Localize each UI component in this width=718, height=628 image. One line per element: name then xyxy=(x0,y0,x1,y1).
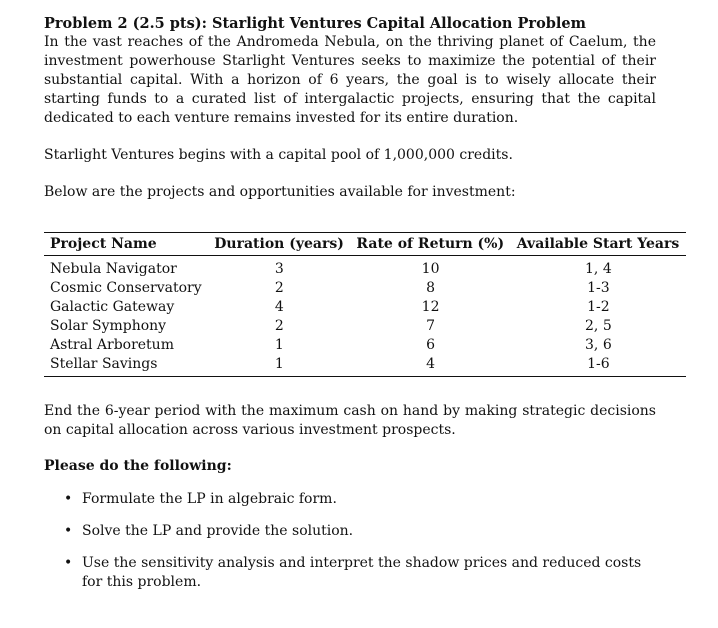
projects-intro: Below are the projects and opportunities available for investment: xyxy=(44,184,516,200)
capital-paragraph: Starlight Ventures begins with a capital pool of 1,000,000 credits. xyxy=(44,147,513,163)
project-name-cell: Stellar Savings xyxy=(44,355,208,377)
problem-title: Problem 2 (2.5 pts): Starlight Ventures Capital Allocation Problem xyxy=(44,15,586,32)
start-years-cell: 1, 4 xyxy=(585,261,612,277)
bullet-icon: • xyxy=(64,491,73,507)
table-header-row xyxy=(44,233,686,256)
start-years-cell: 2, 5 xyxy=(585,318,612,334)
projects-table xyxy=(44,232,686,377)
duration-cell: 1 xyxy=(208,355,350,377)
project-name-cell: Cosmic Conservatory xyxy=(50,280,202,296)
header-rate-of-return: Rate of Return (%) xyxy=(350,233,510,256)
project-name-cell: Solar Symphony xyxy=(50,318,167,334)
task-text: Use the sensitivity analysis and interpret the shadow prices and reduced costs for this problem. xyxy=(82,555,642,590)
start-years-cell: 1-6 xyxy=(511,355,686,377)
table-row xyxy=(44,279,686,298)
table-row xyxy=(44,298,686,317)
table-row xyxy=(44,336,686,355)
start-years-cell: 1-2 xyxy=(587,299,610,315)
instructions-section xyxy=(44,402,656,605)
start-years-cell: 1-3 xyxy=(587,280,610,296)
table-row xyxy=(44,317,686,336)
bullet-icon: • xyxy=(64,523,73,539)
table-row xyxy=(44,256,686,280)
return-cell: 8 xyxy=(426,280,436,296)
intro-paragraph: In the vast reaches of the Andromeda Nebula, on the thriving planet of Caelum, the investment powerhouse Starlight Ventures seeks to maximize the potential of their substantial capital. With a horizon of 6 years, the goal is to wisely allocate their starting funds to a curated list of intergalactic projects, ensuring that the capital dedicated to each venture remains invested for its entire duration. xyxy=(44,34,656,126)
duration-cell: 4 xyxy=(274,299,284,315)
return-cell: 4 xyxy=(350,355,510,377)
task-text: Formulate the LP in algebraic form. xyxy=(82,491,337,507)
duration-cell: 2 xyxy=(274,318,284,334)
duration-cell: 3 xyxy=(274,261,284,277)
return-cell: 7 xyxy=(426,318,436,334)
task-text: Solve the LP and provide the solution. xyxy=(82,523,354,539)
project-name-cell: Astral Arboretum xyxy=(50,337,174,353)
tasks-list xyxy=(44,490,656,592)
start-years-cell: 3, 6 xyxy=(585,337,612,353)
header-start-years: Available Start Years xyxy=(511,233,686,256)
projects-table-wrapper xyxy=(44,232,686,377)
problem-statement xyxy=(44,14,656,202)
list-item xyxy=(44,554,656,592)
list-item xyxy=(44,490,656,509)
project-name-cell: Nebula Navigator xyxy=(50,261,177,277)
project-name-cell: Galactic Gateway xyxy=(50,299,175,315)
closing-paragraph: End the 6-year period with the maximum cash on hand by making strategic decisions on capital allocation across various investment prospects. xyxy=(44,403,656,438)
table-row xyxy=(44,355,686,377)
bullet-icon: • xyxy=(64,555,73,571)
header-duration: Duration (years) xyxy=(208,233,350,256)
return-cell: 6 xyxy=(426,337,436,353)
return-cell: 10 xyxy=(421,261,440,277)
duration-cell: 2 xyxy=(274,280,284,296)
duration-cell: 1 xyxy=(274,337,284,353)
list-item xyxy=(44,522,656,541)
return-cell: 12 xyxy=(421,299,440,315)
tasks-heading: Please do the following: xyxy=(44,458,232,474)
header-project-name: Project Name xyxy=(44,233,208,256)
